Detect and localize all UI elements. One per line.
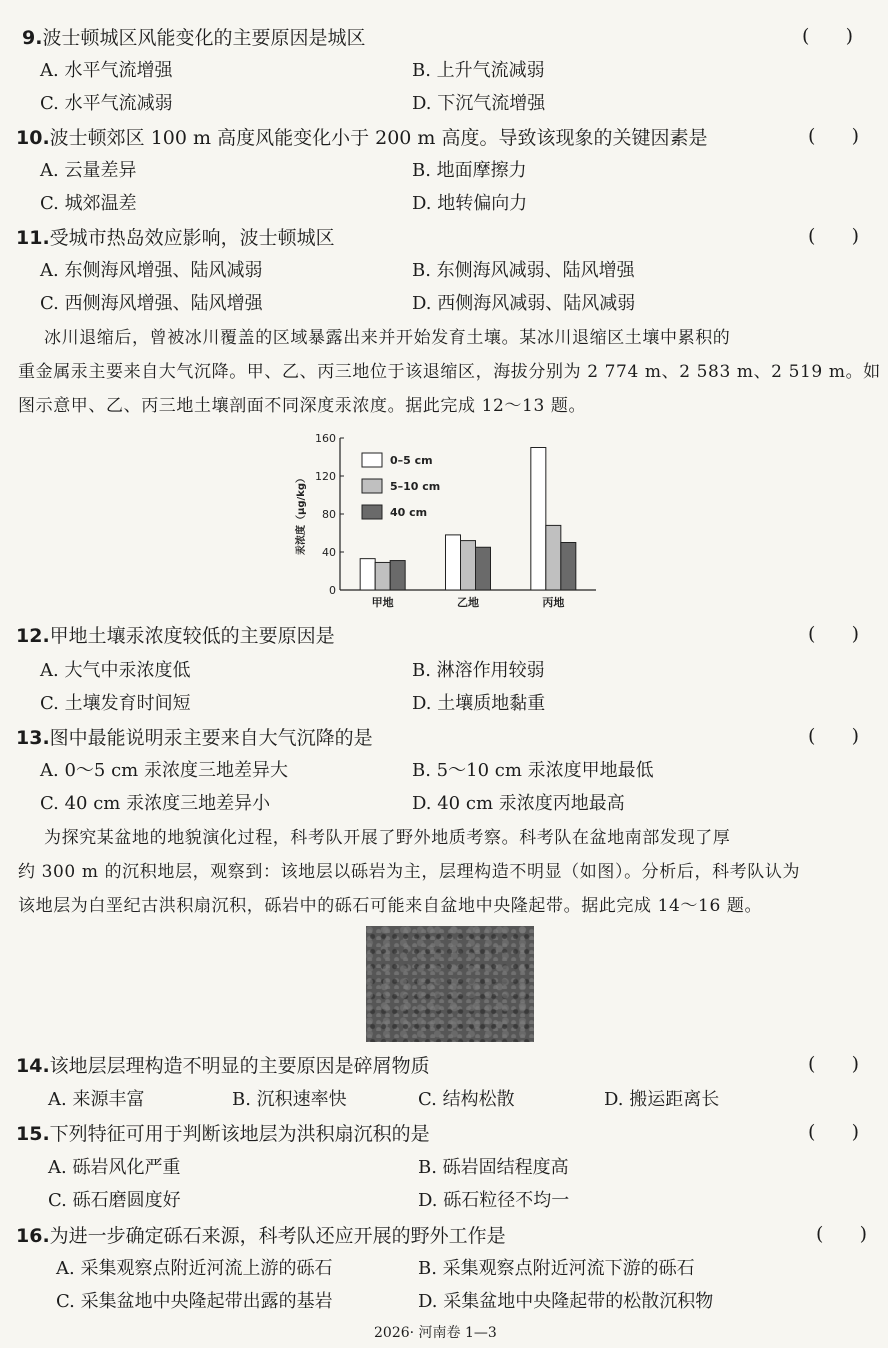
option-d: D. 采集盆地中央隆起带的松散沉积物 xyxy=(418,1291,714,1312)
option-b: B. 沉积速率快 xyxy=(232,1089,347,1110)
y-tick-label: 40 xyxy=(322,546,336,559)
question-text: 波士顿郊区 100 m 高度风能变化小于 200 m 高度。导致该现象的关键因素是 xyxy=(49,127,708,149)
option-c: C. 采集盆地中央隆起带出露的基岩 xyxy=(56,1291,333,1312)
option-b: B. 地面摩擦力 xyxy=(412,160,527,181)
passage-line: 约 300 m 的沉积地层，观察到：该地层以砾岩为主，层理构造不明显（如图）。分析后，科考队认为 xyxy=(18,862,801,882)
answer-paren: ( ) xyxy=(808,1121,860,1143)
question-number: 9. xyxy=(22,27,43,49)
question-text: 该地层层理构造不明显的主要原因是碎屑物质 xyxy=(49,1055,430,1077)
legend-swatch xyxy=(362,505,382,519)
option-a: A. 云量差异 xyxy=(40,160,137,181)
option-c: C. 砾石磨圆度好 xyxy=(48,1190,181,1211)
option-b: B. 采集观察点附近河流下游的砾石 xyxy=(418,1258,695,1279)
question-number: 14. xyxy=(16,1055,50,1077)
question-number: 10. xyxy=(16,127,50,149)
passage-line: 图示意甲、乙、丙三地土壤剖面不同深度汞浓度。据此完成 12～13 题。 xyxy=(18,396,587,416)
option-c: C. 40 cm 汞浓度三地差异小 xyxy=(40,793,271,814)
question-text: 波士顿城区风能变化的主要原因是城区 xyxy=(42,27,366,49)
question-stem xyxy=(22,26,365,50)
option-a: A. 大气中汞浓度低 xyxy=(40,660,191,681)
answer-paren: ( ) xyxy=(808,1053,860,1075)
option-b: B. 东侧海风减弱、陆风增强 xyxy=(412,260,635,281)
question-text: 图中最能说明汞主要来自大气沉降的是 xyxy=(49,727,373,749)
legend-swatch xyxy=(362,479,382,493)
bar xyxy=(476,547,491,590)
page-footer: 2026· 河南卷 1—3 xyxy=(374,1325,497,1341)
option-d: D. 西侧海风减弱、陆风减弱 xyxy=(412,293,636,314)
option-b: B. 上升气流减弱 xyxy=(412,60,545,81)
x-tick-label: 甲地 xyxy=(371,596,394,609)
option-d: D. 下沉气流增强 xyxy=(412,93,546,114)
legend-label: 40 cm xyxy=(390,506,428,519)
bar xyxy=(546,525,561,590)
answer-paren: ( ) xyxy=(808,623,860,645)
option-a: A. 水平气流增强 xyxy=(40,60,173,81)
bar xyxy=(375,562,390,590)
legend-label: 5–10 cm xyxy=(390,480,441,493)
question-text: 甲地土壤汞浓度较低的主要原因是 xyxy=(49,625,335,647)
option-c: C. 水平气流减弱 xyxy=(40,93,173,114)
question-stem xyxy=(16,1054,430,1078)
question-number: 11. xyxy=(16,227,50,249)
y-axis-label: 汞浓度（μg/kg） xyxy=(296,473,307,555)
option-c: C. 结构松散 xyxy=(418,1089,515,1110)
question-number: 16. xyxy=(16,1225,50,1247)
bar xyxy=(360,559,375,590)
answer-paren: ( ) xyxy=(808,725,860,747)
question-stem xyxy=(16,726,373,750)
option-d: D. 砾石粒径不均一 xyxy=(418,1190,570,1211)
option-a: A. 砾岩风化严重 xyxy=(48,1157,181,1178)
option-a: A. 采集观察点附近河流上游的砾石 xyxy=(56,1258,333,1279)
option-a: A. 0～5 cm 汞浓度三地差异大 xyxy=(40,760,288,781)
bar xyxy=(561,543,576,591)
y-tick-label: 80 xyxy=(322,508,336,521)
y-tick-label: 160 xyxy=(315,432,336,445)
mercury-concentration-chart xyxy=(290,428,610,618)
question-text: 为进一步确定砾石来源，科考队还应开展的野外工作是 xyxy=(49,1225,506,1247)
bar xyxy=(390,561,405,590)
option-d: D. 搬运距离长 xyxy=(604,1089,720,1110)
question-text: 下列特征可用于判断该地层为洪积扇沉积的是 xyxy=(49,1123,430,1145)
passage-line: 重金属汞主要来自大气沉降。甲、乙、丙三地位于该退缩区，海拔分别为 2 774 m、2 583 m、2 519 m。如 xyxy=(18,362,881,382)
option-d: D. 40 cm 汞浓度丙地最高 xyxy=(412,793,625,814)
passage-line: 冰川退缩后，曾被冰川覆盖的区域暴露出来并开始发育土壤。某冰川退缩区土壤中累积的 xyxy=(44,328,731,348)
bar xyxy=(446,535,461,590)
bar xyxy=(531,448,546,591)
answer-paren: ( ) xyxy=(808,125,860,147)
option-d: D. 土壤质地黏重 xyxy=(412,693,546,714)
y-tick-label: 120 xyxy=(315,470,336,483)
x-tick-label: 丙地 xyxy=(542,596,565,609)
option-b: B. 淋溶作用较弱 xyxy=(412,660,545,681)
option-c: C. 城郊温差 xyxy=(40,193,137,214)
question-stem xyxy=(16,1224,506,1248)
legend-label: 0–5 cm xyxy=(390,454,433,467)
question-number: 12. xyxy=(16,625,50,647)
option-b: B. 5～10 cm 汞浓度甲地最低 xyxy=(412,760,654,781)
question-stem xyxy=(16,1122,430,1146)
answer-paren: ( ) xyxy=(802,25,854,47)
x-tick-label: 乙地 xyxy=(457,596,479,609)
conglomerate-photo xyxy=(366,926,534,1042)
question-stem xyxy=(16,126,707,150)
bar xyxy=(461,541,476,590)
question-stem xyxy=(16,226,335,250)
question-number: 15. xyxy=(16,1123,50,1145)
passage-line: 为探究某盆地的地貌演化过程，科考队开展了野外地质考察。科考队在盆地南部发现了厚 xyxy=(44,828,731,848)
option-c: C. 土壤发育时间短 xyxy=(40,693,191,714)
question-text: 受城市热岛效应影响，波士顿城区 xyxy=(49,227,335,249)
answer-paren: ( ) xyxy=(816,1223,868,1245)
legend-swatch xyxy=(362,453,382,467)
question-number: 13. xyxy=(16,727,50,749)
option-d: D. 地转偏向力 xyxy=(412,193,528,214)
answer-paren: ( ) xyxy=(808,225,860,247)
option-c: C. 西侧海风增强、陆风增强 xyxy=(40,293,263,314)
y-tick-label: 0 xyxy=(329,584,336,597)
option-b: B. 砾岩固结程度高 xyxy=(418,1157,569,1178)
option-a: A. 来源丰富 xyxy=(48,1089,145,1110)
question-stem xyxy=(16,624,335,648)
passage-line: 该地层为白垩纪古洪积扇沉积，砾岩中的砾石可能来自盆地中央隆起带。据此完成 14～16 题。 xyxy=(18,896,763,916)
option-a: A. 东侧海风增强、陆风减弱 xyxy=(40,260,263,281)
